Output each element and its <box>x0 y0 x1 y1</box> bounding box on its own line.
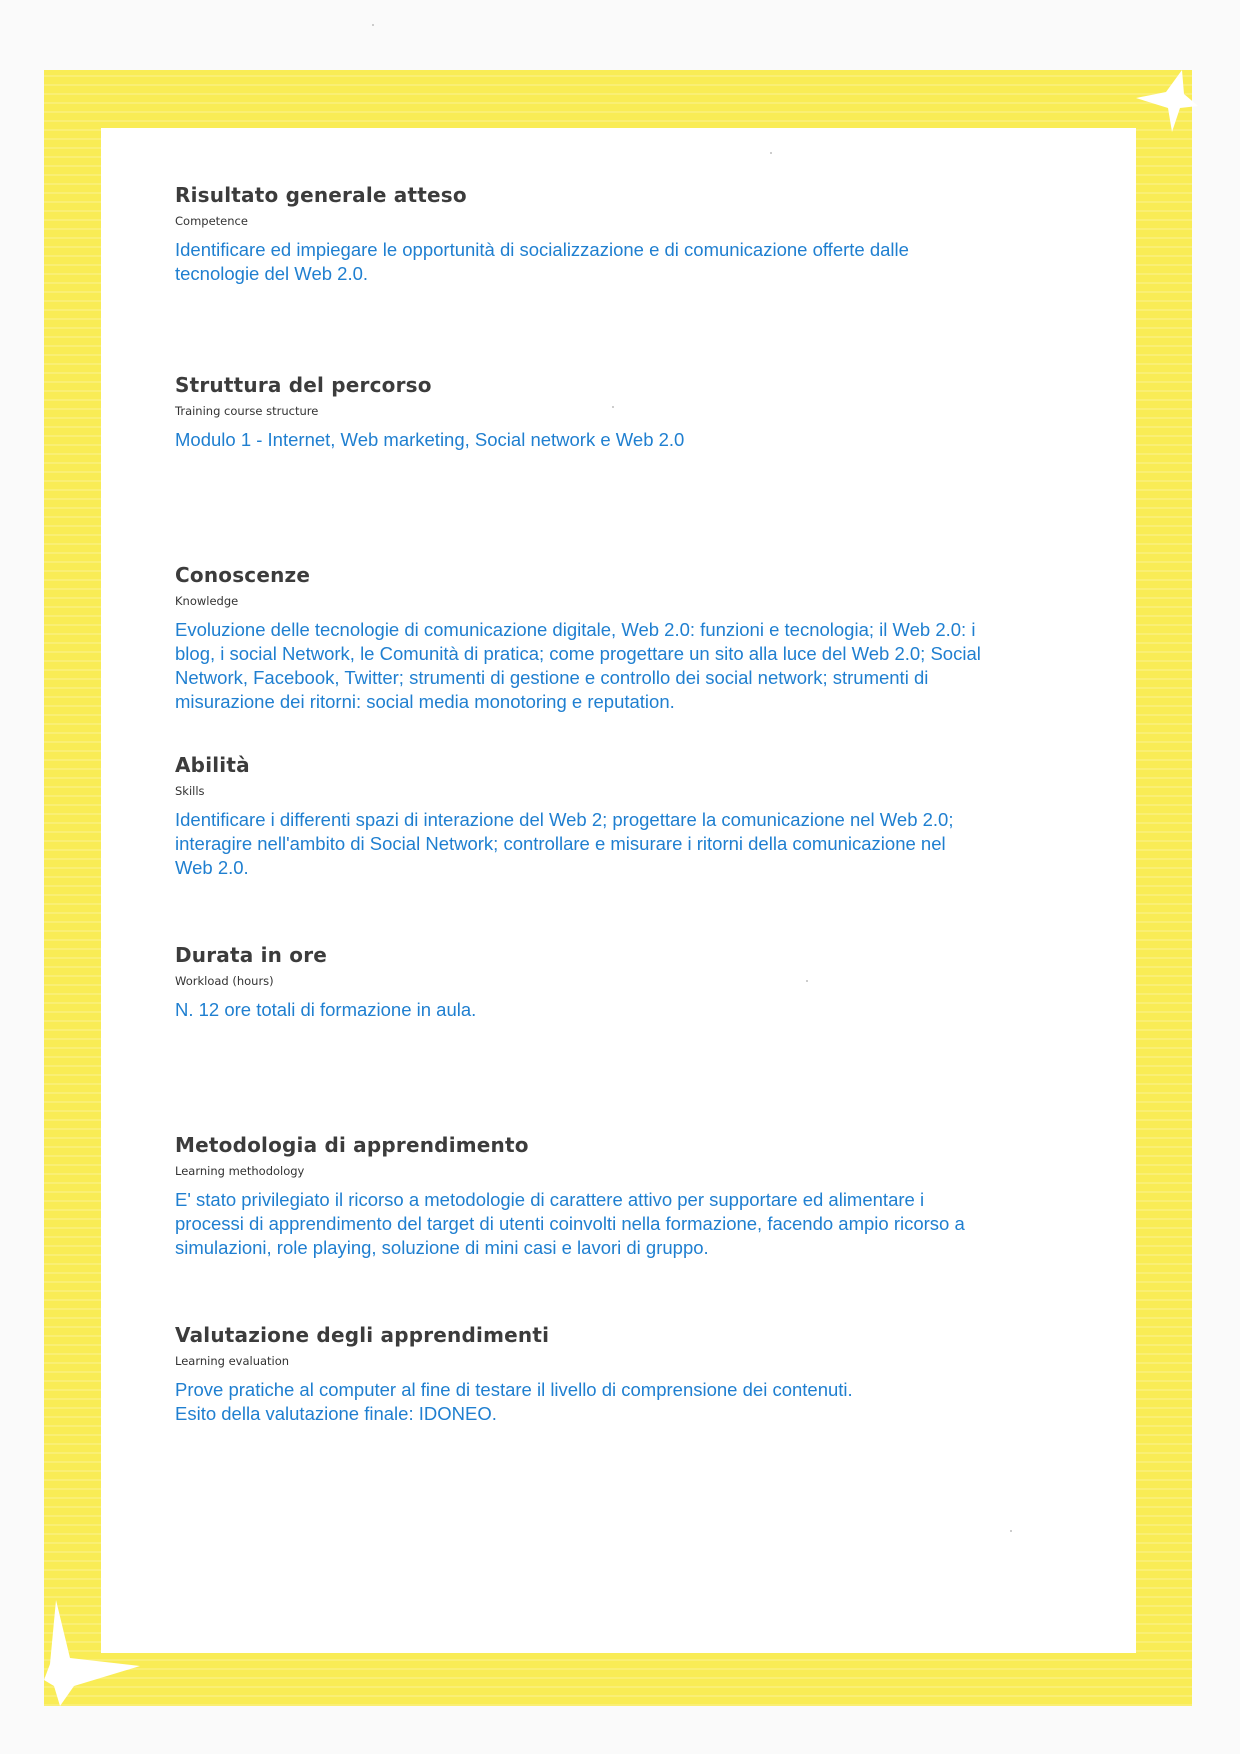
section-subtitle: Learning evaluation <box>175 1354 290 1368</box>
section-risultato-generale <box>175 183 1075 286</box>
scan-speck <box>1010 1530 1012 1532</box>
section-body: Prove pratiche al computer al fine di testare il livello di comprensione dei contenuti. Esito della valutazione finale: IDONEO. <box>175 1379 853 1424</box>
section-subtitle: Learning methodology <box>175 1164 305 1178</box>
section-title: Abilità <box>175 753 250 777</box>
section-title: Valutazione degli apprendimenti <box>175 1323 550 1347</box>
section-subtitle: Skills <box>175 784 205 798</box>
section-metodologia <box>175 1133 1075 1260</box>
star-decoration-icon <box>1120 62 1200 142</box>
section-conoscenze <box>175 563 1075 714</box>
section-body: N. 12 ore totali di formazione in aula. <box>175 999 477 1020</box>
scan-speck <box>372 24 374 26</box>
section-abilita <box>175 753 1075 880</box>
section-body: E' stato privilegiato il ricorso a metodologie di carattere attivo per supportare ed alimentare i processi di apprendimento del target di utenti coinvolti nella formazione, facendo ampio ricorso a simulazioni, role playing, soluzione di mini casi e lavori di gruppo. <box>175 1189 965 1258</box>
section-durata-ore <box>175 943 1075 1022</box>
section-title: Metodologia di apprendimento <box>175 1133 529 1157</box>
section-title: Conoscenze <box>175 563 311 587</box>
section-subtitle: Competence <box>175 214 248 228</box>
section-subtitle: Workload (hours) <box>175 974 274 988</box>
section-valutazione <box>175 1323 1075 1426</box>
section-title: Durata in ore <box>175 943 328 967</box>
section-body: Identificare i differenti spazi di interazione del Web 2; progettare la comunicazione nel Web 2.0; interagire nell'ambito di Social Network; controllare e misurare i ritorni della comunicazione nel Web 2.0. <box>175 809 954 878</box>
section-title: Struttura del percorso <box>175 373 432 397</box>
section-body: Modulo 1 - Internet, Web marketing, Social network e Web 2.0 <box>175 429 685 450</box>
section-body: Evoluzione delle tecnologie di comunicazione digitale, Web 2.0: funzioni e tecnologia; il Web 2.0: i blog, i social Network, le Comunità di pratica; come progettare un sito alla luce del Web 2.0; Social Network, Facebook, Twitter; strumenti di gestione e controllo dei social network; strumenti di misurazione dei ritorni: social media monotoring e reputation. <box>175 619 981 712</box>
section-subtitle: Knowledge <box>175 594 239 608</box>
section-body: Identificare ed impiegare le opportunità di socializzazione e di comunicazione offerte dalle tecnologie del Web 2.0. <box>175 239 909 284</box>
section-subtitle: Training course structure <box>175 404 319 418</box>
section-title: Risultato generale atteso <box>175 183 467 207</box>
section-struttura-percorso <box>175 373 1075 452</box>
scan-speck <box>770 152 772 154</box>
star-decoration-icon <box>44 1600 144 1706</box>
